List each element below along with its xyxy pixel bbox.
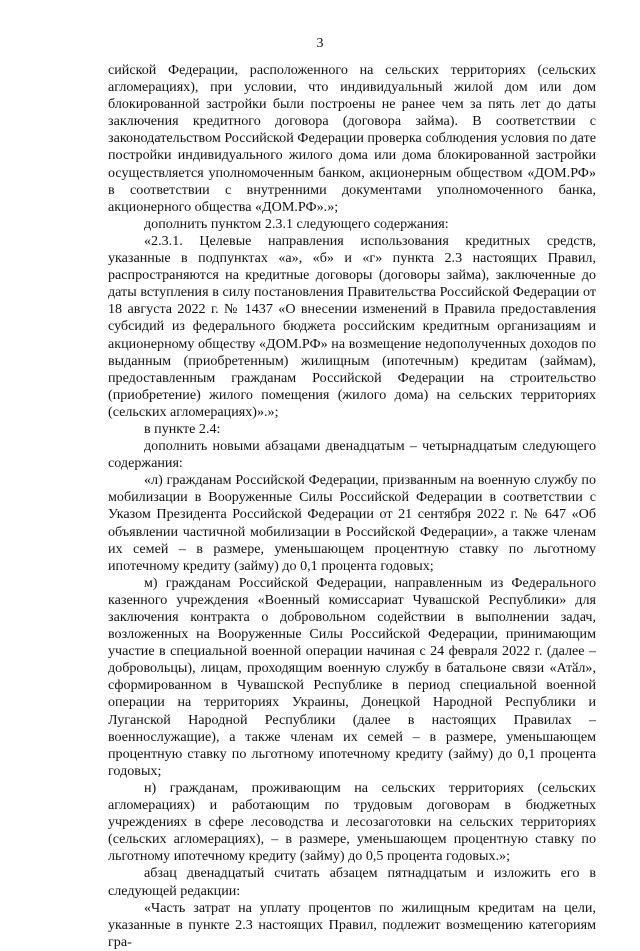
paragraph: «Часть затрат на уплату процентов по жилищным кредитам на цели, указанные в пункте 2.3 настоящих Правил, подлежит возмещению категориям гра- <box>108 899 596 950</box>
paragraph: м) гражданам Российской Федерации, направленным из Федерального казенного учреждения «Военный комиссариат Чувашской Республики» для заключения контракта о добровольном содействии в выполнении задач, возложенных на Вооруженные Силы Российской Федерации, принимающим участие в специальной военной операции начиная с 24 февраля 2022 г. (далее – добровольцы), лицам, проходящим военную службу в батальоне связи «Атӑл», сформированном в Чувашской Республике в период специальной военной операции на территориях Украины, Донецкой Народной Республики и Луганской Народной Республики (далее в настоящих Правилах – военнослужащие), а также членам их семей – в размере, уменьшающем процентную ставку по льготному ипотечному кредиту (займу) до 0,1 процента годовых; <box>108 574 596 779</box>
paragraph: в пункте 2.4: <box>144 420 221 437</box>
page-number: 3 <box>316 36 324 51</box>
paragraph: абзац двенадцатый считать абзацем пятнадцатым и изложить его в следующей редакции: <box>108 865 596 899</box>
paragraph: н) гражданам, проживающим на сельских территориях (сельских агломерациях) и работающим по трудовым договорам в бюджетных учреждениях в сфере лесоводства и лесозаготовки на сельских территориях (сельских агломерациях), – в размере, уменьшающем процентную ставку по льготному ипотечному кредиту (займу) до 0,5 процента годовых.»; <box>108 779 596 865</box>
paragraph: дополнить пунктом 2.3.1 следующего содержания: <box>144 215 449 232</box>
paragraph-continuation: сийской Федерации, расположенного на сельских территориях (сельских агломерациях), при условии, что индивидуальный жилой дом или дом блокированной застройки были построены не ранее чем за пять лет до даты заключения кредитного договора (договора займа). В соответствии с законодательством Российской Федерации проверка соблюдения условия по дате постройки индивидуального жилого дома или дома блокированной застройки осуществляется уполномоченным банком, акционерным обществом «ДОМ.РФ» в соответствии с внутренними документами уполномоченного банка, акционерного общества «ДОМ.РФ».»; <box>108 62 596 215</box>
paragraph: дополнить новыми абзацами двенадцатым – четырнадцатым следующего содержания: <box>108 438 596 472</box>
document-body <box>108 62 596 951</box>
paragraph: «2.3.1. Целевые направления использования кредитных средств, указанные в подпунктах «а», «б» и «г» пункта 2.3 настоящих Правил, распространяются на кредитные договоры (договоры займа), заключенные до даты вступления в силу постановления Правительства Российской Федерации от 18 августа 2022 г. № 1437 «О внесении изменений в Правила предоставления субсидий из федерального бюджета российским кредитным организациям и акционерному обществу «ДОМ.РФ» на возмещение недополученных доходов по выданным (приобретенным) жилищным (ипотечным) кредитам (займам), предоставленным гражданам Российской Федерации на строительство (приобретение) жилого помещения (жилого дома) на сельских территориях (сельских агломерациях)».»; <box>108 232 596 420</box>
paragraph: «л) гражданам Российской Федерации, призванным на военную службу по мобилизации в Вооруженные Силы Российской Федерации в соответствии с Указом Президента Российской Федерации от 21 сентября 2022 г. № 647 «Об объявлении частичной мобилизации в Российской Федерации», а также членам их семей – в размере, уменьшающем процентную ставку по льготному ипотечному кредиту (займу) до 0,1 процента годовых; <box>108 472 596 574</box>
